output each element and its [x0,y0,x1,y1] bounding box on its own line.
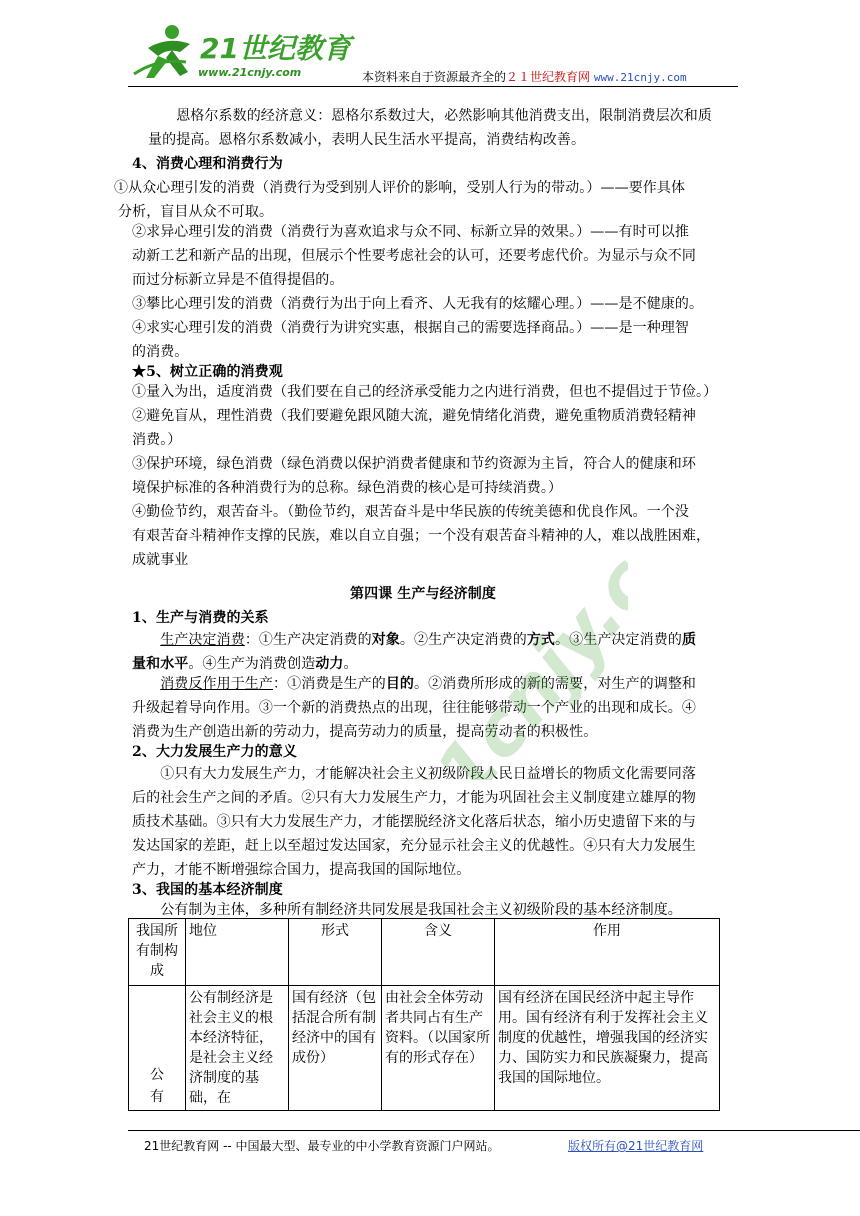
text-line: 成就事业 [132,552,189,568]
table-cell: 由社会全体劳动者共同占有生产资料。（以国家所有的形式存在） [382,986,495,1111]
text-line: ③保护环境，绿色消费（绿色消费以保护消费者健康和节约资源为主旨，符合人的健康和环 [132,456,696,472]
text-line: 恩格尔系数的经济意义：恩格尔系数过大，必然影响其他消费支出，限制消费层次和质 [148,108,712,124]
text-line: 质技术基础。③只有大力发展生产力，才能摆脱经济文化落后状态，缩小历史遗留下来的与 [132,814,696,830]
footer-divider [128,1130,860,1131]
section-heading: ★5、树立正确的消费观 [132,364,283,380]
table-cell: 公有 [129,986,186,1111]
header-site-link[interactable]: ２１世纪教育网 [506,70,591,84]
table-row [129,986,720,1111]
text-line: ②避免盲从，理性消费（我们要避免跟风随大流，避免情绪化消费，避免重物质消费轻精神 [132,408,696,424]
table-header-cell: 地位 [186,919,289,986]
text-line: 消费为生产创造出新的劳动力，提高劳动力的质量，提高劳动者的积极性。 [132,724,598,740]
ownership-table [128,918,720,1111]
text-line: ①从众心理引发的消费（消费行为受到别人评价的影响，受别人行为的带动。）——要作具体 [114,180,686,196]
site-logo [128,18,358,88]
section-heading: 1、生产与消费的关系 [132,610,269,626]
runner-icon [134,25,190,78]
text-line: 消费。） [132,432,182,448]
table-header-row [129,919,720,986]
table-cell: 国有经济在国民经济中起主导作用。国有经济有利于发挥社会主义制度的优越性，增强我国的经济实力、国防实力和民族凝聚力，提高我国的国际地位。 [495,986,720,1111]
text-line: 产力，才能不断增强综合国力，提高我国的国际地位。 [132,862,471,878]
table-header-cell: 我国所有制构成 [129,919,186,986]
text-line: 分析，盲目从众不可取。 [118,204,274,220]
text-line: ②求异心理引发的消费（消费行为喜欢追求与众不同、标新立异的效果。）——有时可以推 [132,224,689,240]
text-line: 后的社会生产之间的矛盾。②只有大力发展生产力，才能为巩固社会主义制度建立雄厚的物 [132,790,696,806]
text-line: ④求实心理引发的消费（消费行为讲究实惠，根据自己的需要选择商品。）——是一种理智 [132,320,689,336]
text-line: 的消费。 [132,344,189,360]
watermark-text: 21cnjy.com [386,470,628,780]
text-line: 量的提高。恩格尔系数减小，表明人民生活水平提高，消费结构改善。 [148,132,586,148]
text-line: ④勤俭节约，艰苦奋斗。（勤俭节约，艰苦奋斗是中华民族的传统美德和优良作风。一个没 [132,504,689,520]
table-cell: 公有制经济是社会主义的根本经济特征，是社会主义经济制度的基础，在 [186,986,289,1111]
table-header-cell: 形式 [289,919,382,986]
table-header-cell: 含义 [382,919,495,986]
text-line: ①只有大力发展生产力，才能解决社会主义初级阶段人民日益增长的物质文化需要同落 [132,766,696,782]
footer-text: 21世纪教育网 -- 中国最大型、最专业的中小学教育资源门户网站。 [144,1139,500,1153]
text-line-mixed: 生产决定消费：①生产决定消费的对象。②生产决定消费的方式。③生产决定消费的质 [160,632,697,648]
lesson-title: 第四课 生产与经济制度 [350,586,496,602]
logo-title: 21世纪教育 [200,32,351,65]
text-line: 有艰苦奋斗精神作支撑的民族，难以自立自强；一个没有艰苦奋斗精神的人，难以战胜困难， [132,528,711,544]
text-line: 动新工艺和新产品的出现，但展示个性要考虑社会的认可，还要考虑代价。为显示与众不同 [132,248,696,264]
text-line: 公有制为主体，多种所有制经济共同发展是我国社会主义初级阶段的基本经济制度。 [132,902,682,918]
text-line: ③攀比心理引发的消费（消费行为出于向上看齐、人无我有的炫耀心理。）——是不健康的。 [132,296,704,312]
text-line: 而过分标新立异是不值得提倡的。 [132,272,344,288]
text-line: 升级起着导向作用。③一个新的消费热点的出现，往往能够带动一个产业的出现和成长。④ [132,700,696,716]
text-line-mixed: 量和水平。④生产为消费创造动力。 [132,656,358,672]
header-divider [128,86,738,87]
header-note [362,68,687,85]
footer-copyright-link[interactable]: 版权所有@21世纪教育网 [568,1139,704,1153]
text-line: 发达国家的差距，赶上以至超过发达国家，充分显示社会主义的优越性。④只有大力发展生 [132,838,696,854]
section-heading: 2、大力发展生产力的意义 [132,744,297,760]
text-line-mixed: 消费反作用于生产：①消费是生产的目的。②消费所形成的新的需要，对生产的调整和 [160,676,697,692]
logo-url: www.21cnjy.com [198,66,302,79]
table-cell: 国有经济（包括混合所有制经济中的国有成份） [289,986,382,1111]
table-header-cell: 作用 [495,919,720,986]
header-note-prefix: 本资料来自于资源最齐全的 [362,70,507,84]
text-line: ①量入为出，适度消费（我们要在自己的经济承受能力之内进行消费，但也不提倡过于节俭。） [132,384,718,400]
text-line: 境保护标准的各种消费行为的总称。绿色消费的核心是可持续消费。） [132,480,563,496]
section-heading: 4、消费心理和消费行为 [132,156,283,172]
header-url-link[interactable]: www.21cnjy.com [593,71,687,84]
section-heading: 3、我国的基本经济制度 [132,882,283,898]
